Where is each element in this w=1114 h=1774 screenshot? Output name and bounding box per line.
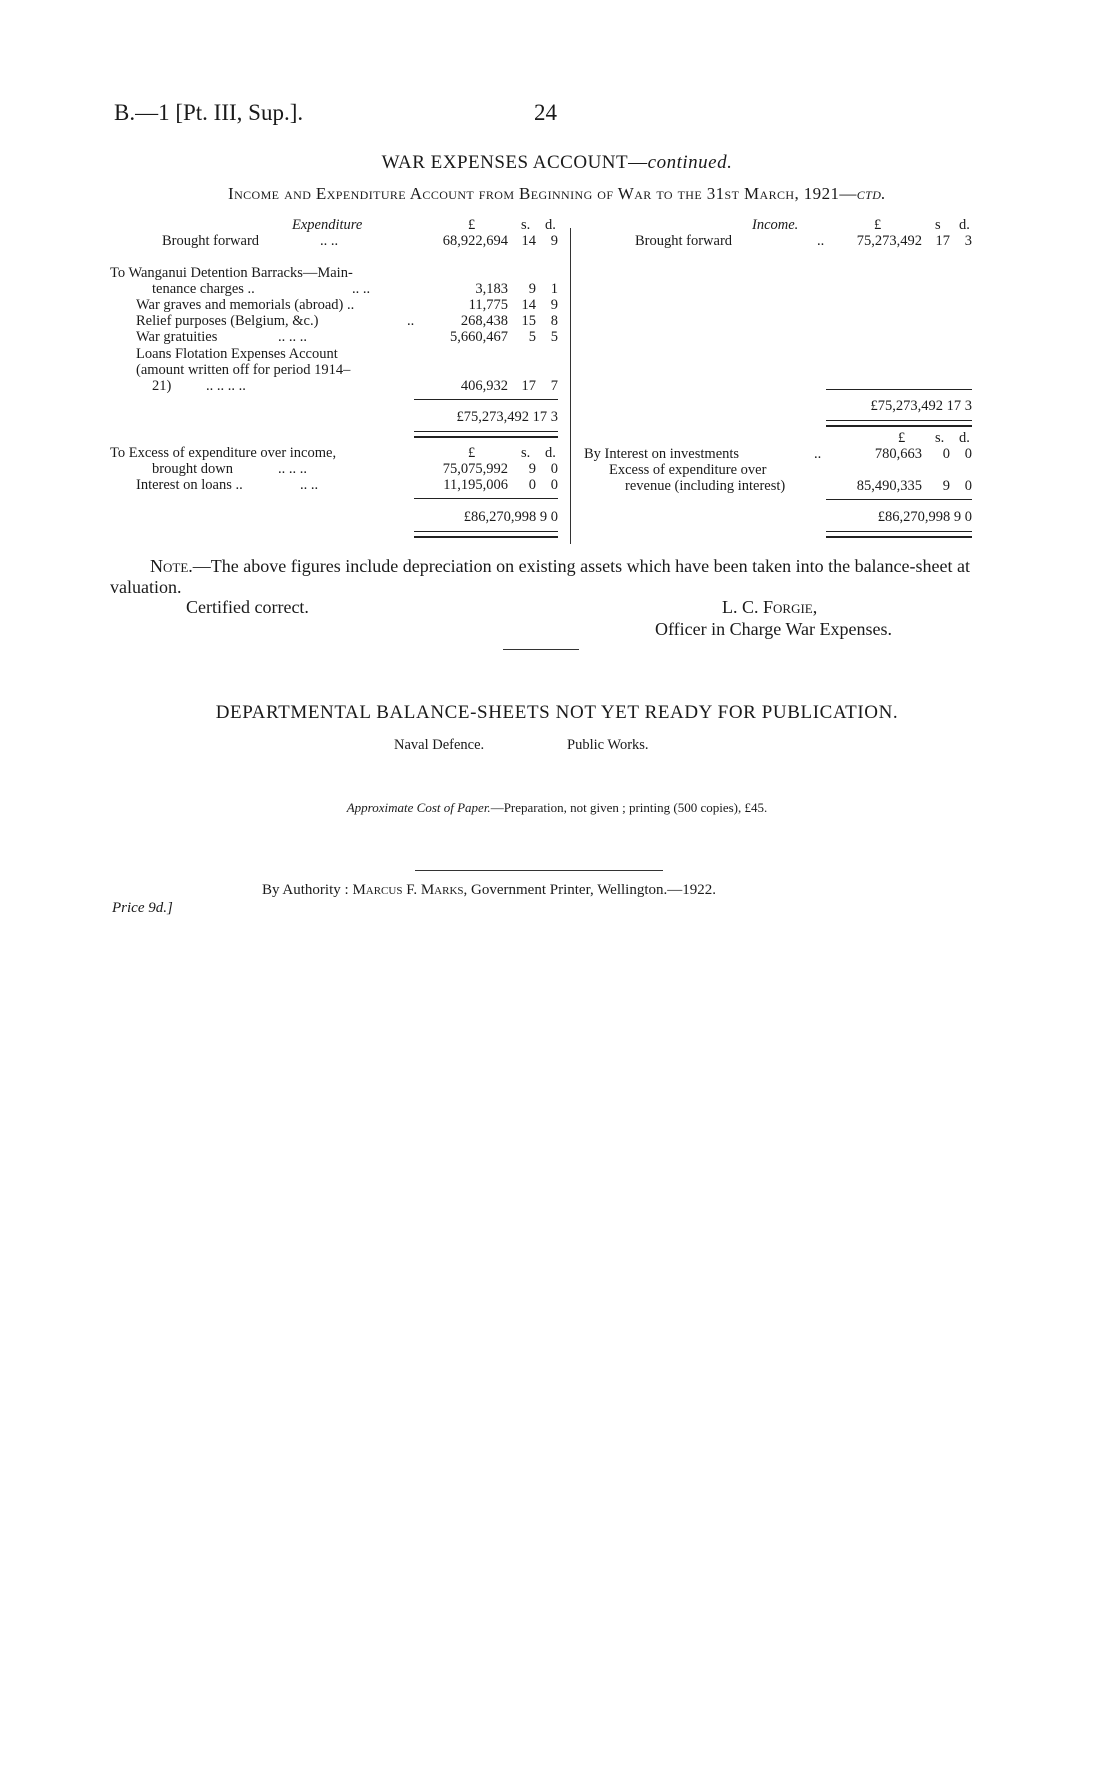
departmental-item-naval: Naval Defence. (394, 737, 485, 753)
exp-interest-label: Interest on loans .. (136, 477, 243, 493)
exp-wanganui-s: 9 (528, 281, 536, 297)
exp-relief-pounds: 268,438 (460, 313, 508, 329)
officer-title: Officer in Charge War Expenses. (655, 619, 892, 639)
exp-bf-pounds: 68,922,694 (442, 233, 508, 249)
imprint-prefix: By Authority : (262, 882, 349, 898)
exp-loans-d: 7 (550, 378, 558, 394)
imprint-printer: Marcus F. Marks (352, 882, 464, 898)
inc-col-s: s (935, 217, 941, 233)
exp-col2-s: s. (521, 445, 531, 461)
account-title-suffix: continued. (647, 152, 733, 173)
exp-gratuities-s: 5 (528, 329, 536, 345)
inc-bf-s: 17 (935, 233, 950, 249)
exp-excess-dots: .. .. .. (278, 461, 307, 477)
inc-total2-top-rule (826, 499, 972, 500)
exp-excess-line1: To Excess of expenditure over income, (110, 445, 337, 461)
exp-total2: £86,270,998 9 0 (463, 509, 558, 525)
exp-excess-pounds: 75,075,992 (442, 461, 508, 477)
inc-col2-pound: £ (898, 430, 906, 446)
section-divider (503, 649, 579, 650)
exp-total2-top-rule (414, 498, 558, 499)
inc-interest-dots: .. (814, 446, 822, 462)
exp-interest-s: 0 (528, 477, 536, 493)
income-heading: Income. (752, 217, 799, 233)
inc-total2: £86,270,998 9 0 (877, 509, 972, 525)
departmental-item-works: Public Works. (567, 737, 649, 753)
exp-col2-pound: £ (468, 445, 476, 461)
exp-wanganui-pounds: 3,183 (475, 281, 508, 297)
account-title (0, 152, 1114, 174)
account-column-divider (570, 228, 571, 544)
inc-excess-s: 9 (942, 478, 950, 494)
account-subtitle-main: Income and Expenditure Account from Beginning of War to the 31st March, 1921— (228, 184, 857, 203)
exp-loans-pounds: 406,932 (460, 378, 508, 394)
price: Price 9d.] (112, 900, 173, 916)
inc-col2-d: d. (959, 430, 970, 446)
inc-col-pound: £ (874, 217, 882, 233)
exp-loans-s: 17 (521, 378, 536, 394)
exp-wanganui-dots: .. .. (352, 281, 371, 297)
exp-excess-s: 9 (528, 461, 536, 477)
exp-relief-d: 8 (550, 313, 558, 329)
exp-relief-label: Relief purposes (Belgium, &c.) (136, 313, 319, 329)
exp-total2-double-rule (414, 531, 558, 538)
inc-interest-d: 0 (964, 446, 972, 462)
exp-wanganui-line1: To Wanganui Detention Barracks—Main- (110, 265, 353, 281)
exp-interest-pounds: 11,195,006 (443, 477, 508, 493)
exp-excess-line2: brought down (152, 461, 233, 477)
inc-total2-double-rule (826, 531, 972, 538)
inc-total1: £75,273,492 17 3 (870, 398, 972, 414)
imprint-suffix: , Government Printer, Wellington.—1922. (463, 882, 716, 898)
account-subtitle-suffix: ctd. (856, 184, 886, 203)
exp-gratuities-d: 5 (550, 329, 558, 345)
exp-gratuities-pounds: 5,660,467 (450, 329, 508, 345)
exp-gratuities-label: War gratuities (136, 329, 218, 345)
note-lead: Note. (150, 556, 193, 576)
inc-bf-label: Brought forward (635, 233, 733, 249)
exp-loans-dots: .. .. .. .. (206, 378, 246, 394)
exp-relief-dots: .. (407, 313, 415, 329)
inc-col-d: d. (959, 217, 970, 233)
inc-interest-pounds: 780,663 (874, 446, 922, 462)
exp-col-s: s. (521, 217, 531, 233)
document-reference: B.—1 [Pt. III, Sup.]. (114, 100, 304, 125)
page-number: 24 (534, 100, 557, 125)
exp-bf-dots: .. .. (320, 233, 339, 249)
inc-interest-label: By Interest on investments (584, 446, 740, 462)
exp-wanganui-d: 1 (550, 281, 558, 297)
exp-loans-line3: 21) (152, 378, 172, 394)
exp-interest-dots: .. .. (300, 477, 319, 493)
inc-excess-pounds: 85,490,335 (856, 478, 922, 494)
exp-bf-s: 14 (521, 233, 536, 249)
account-subtitle (0, 184, 1114, 204)
exp-loans-line1: Loans Flotation Expenses Account (136, 346, 338, 362)
exp-total1-top-rule (414, 399, 558, 400)
exp-interest-d: 0 (550, 477, 558, 493)
exp-bf-d: 9 (550, 233, 558, 249)
inc-bf-pounds: 75,273,492 (856, 233, 922, 249)
exp-wanganui-line2: tenance charges .. (152, 281, 255, 297)
exp-war-graves-s: 14 (521, 297, 536, 313)
imprint-rule (415, 870, 663, 871)
inc-total1-double-rule (826, 420, 972, 427)
exp-total1-double-rule (414, 431, 558, 438)
exp-gratuities-dots: .. .. .. (278, 329, 307, 345)
inc-excess-d: 0 (964, 478, 972, 494)
exp-relief-s: 15 (521, 313, 536, 329)
inc-excess-line2: revenue (including interest) (625, 478, 786, 494)
exp-loans-line2: (amount written off for period 1914– (136, 362, 351, 378)
exp-col-pound: £ (468, 217, 476, 233)
inc-interest-s: 0 (942, 446, 950, 462)
inc-bf-dots: .. (817, 233, 825, 249)
printer-imprint (262, 882, 716, 899)
certified-correct: Certified correct. (186, 597, 309, 617)
inc-col2-s: s. (935, 430, 945, 446)
exp-war-graves-label: War graves and memorials (abroad) .. (136, 297, 355, 313)
exp-col-d: d. (545, 217, 556, 233)
exp-war-graves-d: 9 (550, 297, 558, 313)
exp-excess-d: 0 (550, 461, 558, 477)
exp-bf-label: Brought forward (162, 233, 260, 249)
note-text: —The above figures include depreciation on existing assets which have been taken into the balance-sheet at valuation. (110, 556, 970, 597)
cost-text: —Preparation, not given ; printing (500 copies), £45. (490, 800, 768, 815)
officer-name: L. C. Forgie, (722, 597, 818, 617)
cost-label: Approximate Cost of Paper. (346, 800, 491, 815)
inc-excess-line1: Excess of expenditure over (609, 462, 767, 478)
exp-col2-d: d. (545, 445, 556, 461)
cost-of-paper (0, 800, 1114, 816)
departmental-title: DEPARTMENTAL BALANCE-SHEETS NOT YET READY FOR PUBLICATION. (215, 702, 899, 723)
exp-war-graves-pounds: 11,775 (468, 297, 508, 313)
account-title-main: WAR EXPENSES ACCOUNT— (381, 152, 648, 173)
inc-bf-d: 3 (964, 233, 972, 249)
expenditure-heading: Expenditure (292, 217, 363, 233)
inc-total1-top-rule (826, 389, 972, 390)
exp-total1: £75,273,492 17 3 (456, 409, 558, 425)
depreciation-note (110, 556, 970, 598)
